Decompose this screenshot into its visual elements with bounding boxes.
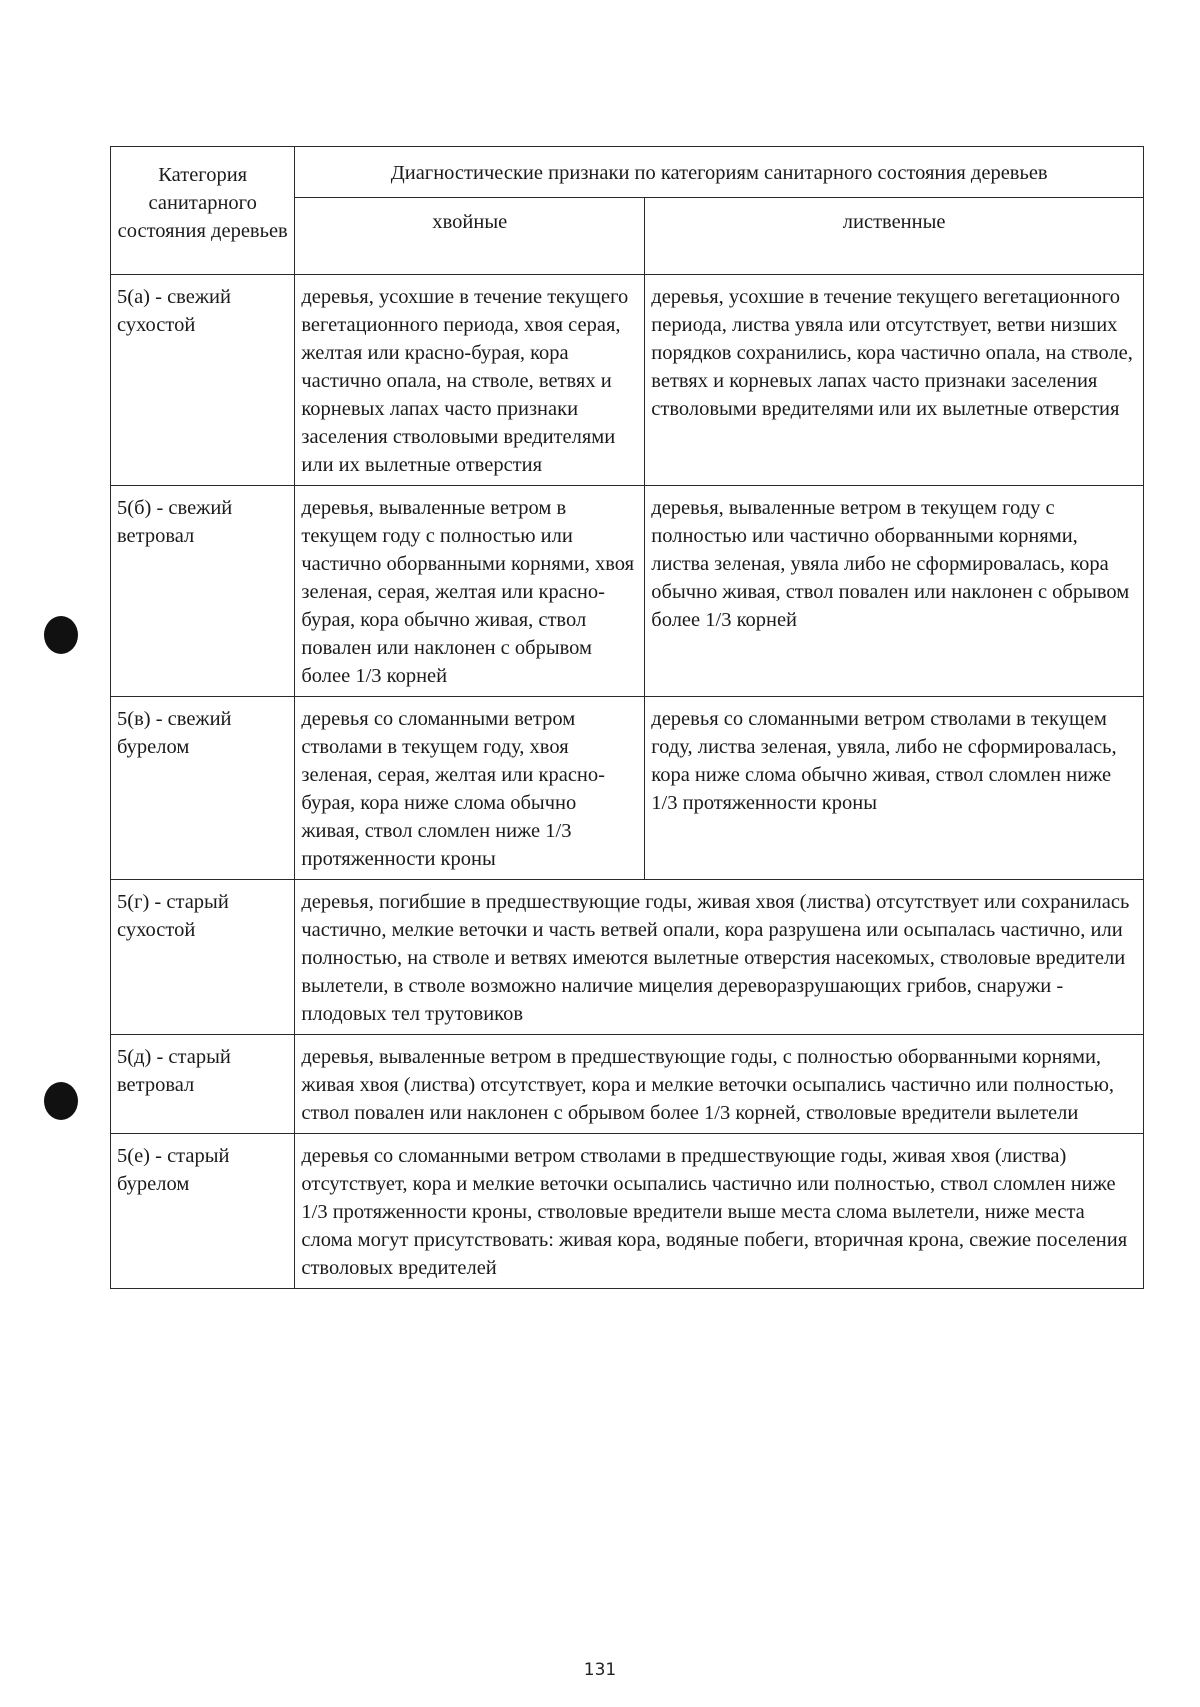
header-deciduous: лиственные bbox=[645, 198, 1144, 275]
row-category: 5(г) - старый сухостой bbox=[111, 880, 295, 1035]
row-merged-description: деревья со сломанными ветром стволами в предшествующие годы, живая хвоя (листва) отсутствует, кора и мелкие веточки осыпались частично или полностью, ствол сломлен ниже 1/3 протяженности кроны, стволовые вредители выше места слома вылетели, ниже места слома могут присутствовать: живая кора, водяные побеги, вторичная крона, свежие поселения стволовых вредителей bbox=[295, 1134, 1144, 1289]
row-conifers: деревья, вываленные ветром в текущем году с полностью или частично оборванными корнями, хвоя зеленая, серая, желтая или красно-бурая, кора обычно живая, ствол повален или наклонен с обрывом более 1/3 корней bbox=[295, 486, 645, 697]
header-diagnostic: Диагностические признаки по категориям санитарного состояния деревьев bbox=[295, 147, 1144, 198]
sanitary-category-table bbox=[110, 146, 1144, 1289]
header-category: Категория санитарного состояния деревьев bbox=[111, 147, 295, 275]
punch-hole-mark bbox=[44, 1082, 78, 1120]
row-deciduous: деревья, усохшие в течение текущего вегетационного периода, листва увяла или отсутствует, ветви низших порядков сохранились, кора частично опала, на стволе, ветвях и корневых лапах часто признаки заселения стволовыми вредителями или их вылетные отверстия bbox=[645, 275, 1144, 486]
header-conifers: хвойные bbox=[295, 198, 645, 275]
table-row bbox=[111, 880, 1144, 1035]
row-category: 5(д) - старый ветровал bbox=[111, 1035, 295, 1134]
table-row bbox=[111, 1035, 1144, 1134]
row-deciduous: деревья, вываленные ветром в текущем году с полностью или частично оборванными корнями, листва зеленая, увяла либо не сформировалась, кора обычно живая, ствол повален или наклонен с обрывом более 1/3 корней bbox=[645, 486, 1144, 697]
row-merged-description: деревья, вываленные ветром в предшествующие годы, с полностью оборванными корнями, живая хвоя (листва) отсутствует, кора и мелкие веточки осыпались частично или полностью, ствол повален или наклонен с обрывом более 1/3 корней, стволовые вредители вылетели bbox=[295, 1035, 1144, 1134]
row-conifers: деревья со сломанными ветром стволами в текущем году, хвоя зеленая, серая, желтая или красно-бурая, кора ниже слома обычно живая, ствол сломлен ниже 1/3 протяженности кроны bbox=[295, 697, 645, 880]
punch-hole-mark bbox=[44, 616, 78, 654]
table-row bbox=[111, 697, 1144, 880]
row-merged-description: деревья, погибшие в предшествующие годы, живая хвоя (листва) отсутствует или сохранилась частично, мелкие веточки и часть ветвей опали, кора разрушена или осыпалась частично, или полностью, на стволе и ветвях имеются вылетные отверстия насекомых, стволовые вредители вылетели, в стволе возможно наличие мицелия дереворазрушающих грибов, снаружи - плодовых тел трутовиков bbox=[295, 880, 1144, 1035]
page-number: 131 bbox=[583, 1660, 617, 1680]
row-category: 5(в) - свежий бурелом bbox=[111, 697, 295, 880]
table-row bbox=[111, 486, 1144, 697]
row-category: 5(е) - старый бурелом bbox=[111, 1134, 295, 1289]
row-deciduous: деревья со сломанными ветром стволами в текущем году, листва зеленая, увяла, либо не сформировалась, кора ниже слома обычно живая, ствол сломлен ниже 1/3 протяженности кроны bbox=[645, 697, 1144, 880]
table-row bbox=[111, 275, 1144, 486]
row-category: 5(а) - свежий сухостой bbox=[111, 275, 295, 486]
table-row bbox=[111, 1134, 1144, 1289]
row-conifers: деревья, усохшие в течение текущего вегетационного периода, хвоя серая, желтая или красно-бурая, кора частично опала, на стволе, ветвях и корневых лапах часто признаки заселения стволовыми вредителями или их вылетные отверстия bbox=[295, 275, 645, 486]
row-category: 5(б) - свежий ветровал bbox=[111, 486, 295, 697]
header-row bbox=[111, 147, 1144, 198]
